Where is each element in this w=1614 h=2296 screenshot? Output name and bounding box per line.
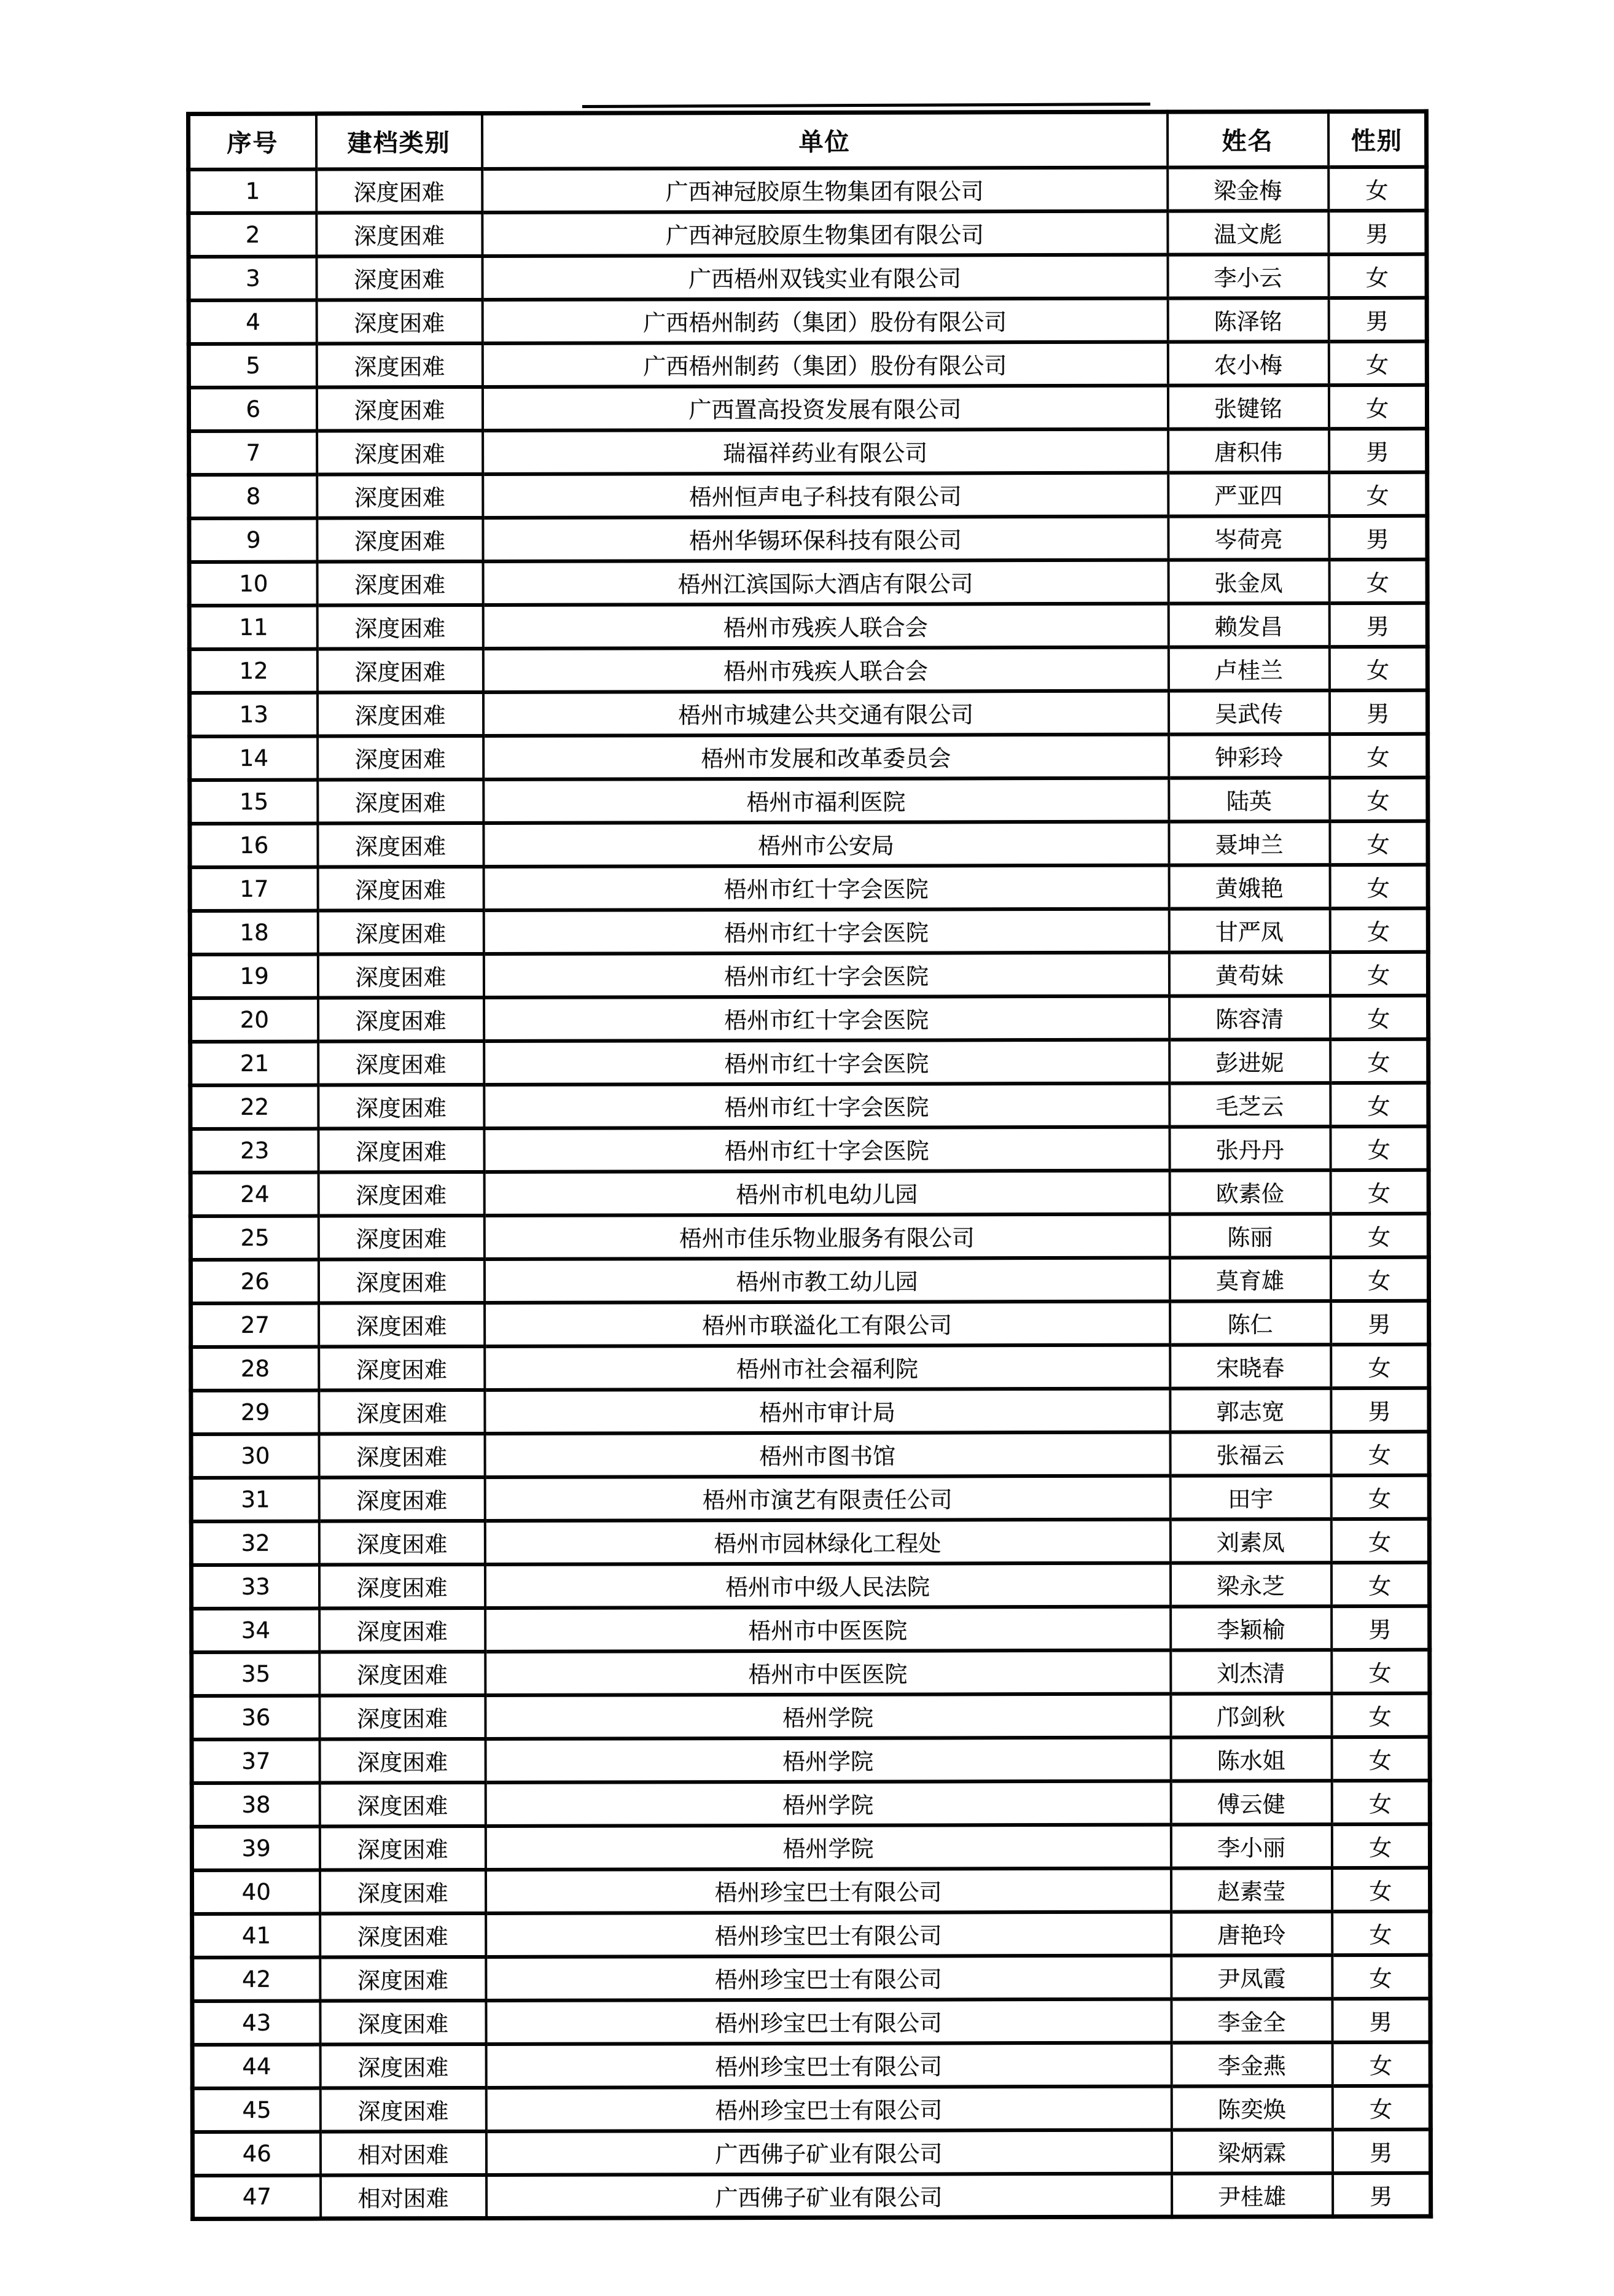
unit-cell: 梧州市红十字会医院 xyxy=(484,1039,1169,1084)
table-row xyxy=(189,646,1427,692)
category-cell: 相对困难 xyxy=(320,2131,486,2175)
name-cell: 田宇 xyxy=(1170,1475,1331,1520)
unit-cell: 梧州市图书馆 xyxy=(485,1432,1170,1477)
name-cell: 农小梅 xyxy=(1168,342,1328,386)
unit-cell: 梧州市红十字会医院 xyxy=(484,1127,1169,1171)
category-cell: 深度困难 xyxy=(319,1389,485,1434)
row-number-cell: 33 xyxy=(191,1564,319,1608)
name-cell: 郭志宽 xyxy=(1170,1388,1331,1432)
gender-cell: 男 xyxy=(1331,1300,1429,1344)
name-cell: 刘杰清 xyxy=(1171,1650,1331,1694)
category-cell: 深度困难 xyxy=(318,735,483,779)
category-cell: 深度困难 xyxy=(317,430,483,474)
table-row xyxy=(190,1039,1429,1085)
name-cell: 宋晓春 xyxy=(1170,1345,1331,1389)
gender-cell: 男 xyxy=(1329,690,1427,733)
category-cell: 深度困难 xyxy=(316,168,482,213)
name-cell: 严亚四 xyxy=(1168,472,1329,517)
category-cell: 深度困难 xyxy=(318,910,483,954)
row-number-cell: 19 xyxy=(190,954,318,998)
name-cell: 张键铭 xyxy=(1168,385,1328,429)
category-cell: 深度困难 xyxy=(316,212,482,256)
unit-cell: 梧州市红十字会医院 xyxy=(483,952,1169,997)
row-number-cell: 14 xyxy=(190,736,318,779)
table-row xyxy=(191,1475,1429,1521)
name-cell: 傅云健 xyxy=(1171,1781,1331,1825)
category-cell: 深度困难 xyxy=(320,2087,486,2131)
table-row xyxy=(189,603,1427,649)
unit-cell: 梧州市红十字会医院 xyxy=(484,1083,1169,1128)
row-number-cell: 22 xyxy=(190,1085,318,1128)
unit-cell: 梧州市教工幼儿园 xyxy=(484,1257,1169,1302)
category-cell: 深度困难 xyxy=(319,1520,485,1564)
unit-cell: 广西神冠胶原生物集团有限公司 xyxy=(482,167,1168,212)
row-number-cell: 30 xyxy=(191,1434,319,1477)
name-cell: 赖发昌 xyxy=(1168,603,1329,647)
unit-cell: 广西梧州制药（集团）股份有限公司 xyxy=(482,342,1168,386)
name-cell: 黄娥艳 xyxy=(1169,865,1330,909)
gender-cell: 女 xyxy=(1331,1475,1429,1518)
table-body xyxy=(189,166,1431,2219)
name-cell: 李小丽 xyxy=(1171,1824,1331,1868)
gender-cell: 男 xyxy=(1331,1606,1430,1649)
category-cell: 深度困难 xyxy=(317,517,483,561)
table-row xyxy=(190,1126,1429,1172)
category-cell: 深度困难 xyxy=(318,1215,484,1259)
table-row xyxy=(190,1213,1429,1259)
table-row xyxy=(190,777,1428,823)
name-cell: 陈泽铭 xyxy=(1168,298,1328,342)
row-number-cell: 23 xyxy=(190,1128,318,1172)
row-number-cell: 12 xyxy=(189,649,317,692)
row-number-cell: 17 xyxy=(190,867,318,910)
row-number-cell: 31 xyxy=(191,1477,319,1521)
table-row xyxy=(189,210,1427,256)
table-row xyxy=(190,1257,1429,1303)
category-cell: 深度困难 xyxy=(318,1171,484,1216)
row-number-cell: 13 xyxy=(189,692,317,736)
gender-cell: 男 xyxy=(1329,515,1427,559)
category-cell: 深度困难 xyxy=(320,1913,486,1957)
table-row xyxy=(192,2042,1430,2088)
column-header-name: 姓名 xyxy=(1168,112,1328,168)
row-number-cell: 5 xyxy=(189,343,316,387)
category-cell: 深度困难 xyxy=(319,1477,485,1521)
name-cell: 张丹丹 xyxy=(1169,1127,1330,1171)
row-number-cell: 6 xyxy=(189,387,316,431)
table-row xyxy=(191,1388,1429,1434)
unit-cell: 广西佛子矿业有限公司 xyxy=(486,2130,1171,2174)
gender-cell: 女 xyxy=(1329,472,1427,515)
gender-cell: 女 xyxy=(1328,341,1427,385)
category-cell: 深度困难 xyxy=(319,1433,485,1477)
name-cell: 尹凤霞 xyxy=(1171,1955,1332,1999)
category-cell: 深度困难 xyxy=(316,343,482,387)
gender-cell: 女 xyxy=(1332,2042,1430,2085)
unit-cell: 梧州市发展和改革委员会 xyxy=(483,734,1169,779)
gender-cell: 女 xyxy=(1330,1213,1429,1257)
table-row xyxy=(189,472,1427,518)
category-cell: 深度困难 xyxy=(317,474,483,518)
table-row xyxy=(190,951,1428,998)
gender-cell: 女 xyxy=(1330,864,1428,908)
row-number-cell: 1 xyxy=(189,169,316,213)
unit-cell: 瑞福祥药业有限公司 xyxy=(483,429,1168,474)
table-row xyxy=(190,995,1429,1041)
row-number-cell: 36 xyxy=(192,1695,319,1739)
gender-cell: 女 xyxy=(1330,733,1428,777)
row-number-cell: 39 xyxy=(192,1826,319,1870)
name-cell: 唐积伟 xyxy=(1168,429,1329,473)
table-row xyxy=(189,428,1427,474)
row-number-cell: 32 xyxy=(191,1521,319,1564)
category-cell: 深度困难 xyxy=(320,2044,486,2088)
table-row xyxy=(192,1911,1430,1957)
table-row xyxy=(190,1169,1429,1216)
gender-cell: 女 xyxy=(1328,254,1427,297)
row-number-cell: 26 xyxy=(190,1259,318,1303)
category-cell: 深度困难 xyxy=(319,1607,485,1652)
category-cell: 深度困难 xyxy=(320,1956,486,2001)
row-number-cell: 8 xyxy=(189,474,317,518)
category-cell: 深度困难 xyxy=(318,779,483,823)
row-number-cell: 38 xyxy=(192,1783,319,1826)
row-number-cell: 2 xyxy=(189,213,316,256)
unit-cell: 梧州江滨国际大酒店有限公司 xyxy=(483,560,1168,604)
table-row xyxy=(192,1649,1430,1695)
table-row xyxy=(189,385,1427,431)
row-number-cell: 3 xyxy=(189,256,316,300)
gender-cell: 女 xyxy=(1331,1780,1430,1824)
unit-cell: 梧州市城建公共交通有限公司 xyxy=(483,690,1168,735)
table-row xyxy=(192,1606,1430,1652)
unit-cell: 梧州恒声电子科技有限公司 xyxy=(483,472,1168,517)
name-cell: 温文彪 xyxy=(1168,211,1328,255)
name-cell: 刘素凤 xyxy=(1170,1519,1331,1563)
table-row xyxy=(193,2173,1431,2219)
table-row xyxy=(189,515,1427,561)
unit-cell: 梧州市佳乐物业服务有限公司 xyxy=(484,1214,1169,1259)
table-row xyxy=(189,341,1427,387)
name-cell: 莫育雄 xyxy=(1169,1257,1330,1302)
row-number-cell: 46 xyxy=(192,2131,320,2175)
unit-cell: 梧州珍宝巴士有限公司 xyxy=(486,2086,1171,2131)
unit-cell: 梧州珍宝巴士有限公司 xyxy=(486,1955,1171,2000)
gender-cell: 女 xyxy=(1331,1518,1429,1562)
unit-cell: 梧州市中医医院 xyxy=(485,1606,1171,1651)
table-row xyxy=(190,733,1428,779)
name-cell: 梁永芝 xyxy=(1170,1563,1331,1607)
gender-cell: 女 xyxy=(1330,995,1429,1039)
table-row xyxy=(189,690,1427,736)
gender-cell: 男 xyxy=(1329,428,1427,472)
category-cell: 深度困难 xyxy=(318,1259,484,1303)
gender-cell: 女 xyxy=(1330,1082,1429,1126)
column-header-category: 建档类别 xyxy=(316,113,482,169)
name-cell: 黄苟妹 xyxy=(1169,952,1330,996)
table-row xyxy=(190,908,1428,954)
name-cell: 欧素俭 xyxy=(1169,1170,1330,1214)
table-row xyxy=(192,1693,1430,1739)
gender-cell: 女 xyxy=(1331,1649,1430,1693)
name-cell: 赵素莹 xyxy=(1171,1868,1331,1912)
unit-cell: 梧州华锡环保科技有限公司 xyxy=(483,516,1168,561)
gender-cell: 女 xyxy=(1330,1169,1429,1213)
row-number-cell: 9 xyxy=(189,518,317,561)
row-number-cell: 35 xyxy=(192,1652,319,1695)
category-cell: 深度困难 xyxy=(319,1651,485,1695)
gender-cell: 女 xyxy=(1331,1344,1429,1388)
unit-cell: 广西置高投资发展有限公司 xyxy=(482,385,1168,430)
name-cell: 张福云 xyxy=(1170,1432,1331,1476)
table-row xyxy=(189,254,1427,300)
name-cell: 毛芝云 xyxy=(1169,1083,1330,1127)
gender-cell: 女 xyxy=(1330,1257,1429,1300)
unit-cell: 梧州市红十字会医院 xyxy=(483,865,1169,910)
table-row xyxy=(189,297,1427,343)
name-cell: 唐艳玲 xyxy=(1171,1911,1332,1956)
unit-cell: 梧州市演艺有限责任公司 xyxy=(485,1475,1170,1520)
table-row xyxy=(192,1867,1430,1913)
gender-cell: 女 xyxy=(1330,1039,1429,1082)
category-cell: 深度困难 xyxy=(318,866,483,910)
category-cell: 深度困难 xyxy=(319,1695,485,1739)
category-cell: 深度困难 xyxy=(318,822,483,867)
row-number-cell: 37 xyxy=(192,1739,319,1783)
unit-cell: 梧州学院 xyxy=(485,1824,1171,1869)
category-cell: 相对困难 xyxy=(321,2174,486,2219)
unit-cell: 梧州学院 xyxy=(485,1693,1171,1738)
row-number-cell: 11 xyxy=(189,605,317,649)
name-cell: 甘严凤 xyxy=(1169,908,1330,953)
gender-cell: 女 xyxy=(1332,1954,1430,1998)
category-cell: 深度困难 xyxy=(318,953,483,998)
table-row xyxy=(192,2085,1430,2131)
row-number-cell: 45 xyxy=(192,2088,320,2131)
gender-cell: 女 xyxy=(1331,1736,1430,1780)
name-cell: 陈容清 xyxy=(1169,996,1330,1040)
roster-table xyxy=(186,109,1433,2221)
table-row xyxy=(192,1824,1430,1870)
category-cell: 深度困难 xyxy=(318,1128,484,1172)
category-cell: 深度困难 xyxy=(319,1738,485,1783)
gender-cell: 男 xyxy=(1332,1998,1430,2042)
unit-cell: 广西佛子矿业有限公司 xyxy=(486,2173,1172,2218)
unit-cell: 广西梧州双钱实业有限公司 xyxy=(482,254,1168,299)
category-cell: 深度困难 xyxy=(320,2000,486,2044)
name-cell: 陆英 xyxy=(1169,778,1330,822)
column-header-no: 序号 xyxy=(189,114,316,169)
table-row xyxy=(191,1431,1429,1477)
gender-cell: 女 xyxy=(1331,1693,1430,1736)
row-number-cell: 41 xyxy=(192,1913,320,1957)
table-row xyxy=(189,559,1427,605)
name-cell: 彭进妮 xyxy=(1169,1039,1330,1084)
table-row xyxy=(191,1344,1429,1390)
table-row xyxy=(192,1954,1430,2001)
name-cell: 岑荷亮 xyxy=(1168,516,1329,560)
row-number-cell: 7 xyxy=(189,431,317,474)
row-number-cell: 18 xyxy=(190,910,318,954)
gender-cell: 男 xyxy=(1328,210,1427,254)
gender-cell: 女 xyxy=(1329,559,1427,603)
unit-cell: 梧州市红十字会医院 xyxy=(483,908,1169,953)
gender-cell: 女 xyxy=(1331,1431,1429,1475)
table-row xyxy=(191,1518,1429,1564)
unit-cell: 梧州市机电幼儿园 xyxy=(484,1170,1169,1215)
name-cell: 李金全 xyxy=(1171,1999,1332,2043)
category-cell: 深度困难 xyxy=(319,1825,485,1870)
gender-cell: 女 xyxy=(1330,821,1428,864)
category-cell: 深度困难 xyxy=(319,1346,485,1390)
row-number-cell: 44 xyxy=(192,2044,320,2088)
gender-cell: 女 xyxy=(1330,951,1428,995)
unit-cell: 梧州珍宝巴士有限公司 xyxy=(486,1911,1171,1956)
gender-cell: 男 xyxy=(1329,603,1427,646)
name-cell: 钟彩玲 xyxy=(1169,734,1330,778)
gender-cell: 男 xyxy=(1333,2173,1431,2216)
table-row xyxy=(190,864,1428,910)
row-number-cell: 15 xyxy=(190,779,318,823)
category-cell: 深度困难 xyxy=(317,692,483,736)
category-cell: 深度困难 xyxy=(317,604,483,649)
row-number-cell: 4 xyxy=(189,300,316,343)
table-row xyxy=(192,1998,1430,2044)
gender-cell: 女 xyxy=(1330,777,1428,821)
row-number-cell: 16 xyxy=(190,823,318,867)
row-number-cell: 42 xyxy=(192,1957,320,2001)
column-header-gender: 性别 xyxy=(1328,111,1427,166)
table-row xyxy=(190,1082,1429,1128)
gender-cell: 女 xyxy=(1330,1126,1429,1169)
category-cell: 深度困难 xyxy=(318,1041,484,1085)
gender-cell: 女 xyxy=(1331,1562,1429,1606)
category-cell: 深度困难 xyxy=(316,299,482,343)
name-cell: 李颖榆 xyxy=(1171,1606,1331,1650)
gender-cell: 女 xyxy=(1328,385,1427,428)
name-cell: 李小云 xyxy=(1168,254,1328,299)
unit-cell: 梧州市园林绿化工程处 xyxy=(485,1519,1170,1564)
unit-cell: 梧州市残疾人联合会 xyxy=(483,647,1168,692)
gender-cell: 女 xyxy=(1331,1824,1430,1867)
name-cell: 梁金梅 xyxy=(1168,167,1328,211)
gender-cell: 女 xyxy=(1330,908,1428,951)
unit-cell: 梧州市红十字会医院 xyxy=(484,996,1169,1041)
category-cell: 深度困难 xyxy=(317,561,483,605)
name-cell: 陈奕焕 xyxy=(1171,2086,1332,2130)
name-cell: 陈丽 xyxy=(1169,1214,1330,1258)
header-row xyxy=(189,111,1427,169)
row-number-cell: 47 xyxy=(193,2175,321,2219)
row-number-cell: 24 xyxy=(190,1172,318,1216)
column-header-unit: 单位 xyxy=(482,112,1168,168)
row-number-cell: 34 xyxy=(192,1608,319,1652)
gender-cell: 男 xyxy=(1331,1388,1429,1431)
table-row xyxy=(191,1562,1429,1608)
unit-cell: 梧州市中医医院 xyxy=(485,1650,1171,1695)
table-row xyxy=(192,2129,1430,2175)
name-cell: 卢桂兰 xyxy=(1168,647,1329,691)
unit-cell: 广西神冠胶原生物集团有限公司 xyxy=(482,211,1168,256)
category-cell: 深度困难 xyxy=(316,256,482,300)
unit-cell: 梧州珍宝巴士有限公司 xyxy=(486,1999,1171,2044)
name-cell: 陈仁 xyxy=(1170,1301,1331,1345)
row-number-cell: 10 xyxy=(189,561,317,605)
row-number-cell: 29 xyxy=(191,1390,319,1434)
unit-cell: 梧州学院 xyxy=(485,1781,1171,1825)
row-number-cell: 43 xyxy=(192,2001,320,2044)
name-cell: 聂坤兰 xyxy=(1169,821,1330,865)
name-cell: 张金凤 xyxy=(1168,560,1329,604)
row-number-cell: 21 xyxy=(190,1041,318,1085)
row-number-cell: 28 xyxy=(191,1346,319,1390)
gender-cell: 女 xyxy=(1329,646,1427,690)
category-cell: 深度困难 xyxy=(316,386,482,431)
unit-cell: 梧州市中级人民法院 xyxy=(485,1563,1170,1607)
unit-cell: 广西梧州制药（集团）股份有限公司 xyxy=(482,298,1168,343)
name-cell: 邝剑秋 xyxy=(1171,1693,1331,1738)
category-cell: 深度困难 xyxy=(318,1084,484,1128)
table-row xyxy=(192,1780,1430,1826)
name-cell: 陈水姐 xyxy=(1171,1737,1331,1781)
gender-cell: 男 xyxy=(1328,297,1427,341)
row-number-cell: 40 xyxy=(192,1870,319,1913)
unit-cell: 梧州学院 xyxy=(485,1737,1171,1782)
category-cell: 深度困难 xyxy=(319,1782,485,1826)
row-number-cell: 20 xyxy=(190,998,318,1041)
category-cell: 深度困难 xyxy=(319,1302,485,1346)
category-cell: 深度困难 xyxy=(318,997,484,1041)
gender-cell: 女 xyxy=(1332,1911,1430,1954)
row-number-cell: 27 xyxy=(191,1303,319,1346)
row-number-cell: 25 xyxy=(190,1216,318,1259)
unit-cell: 梧州珍宝巴士有限公司 xyxy=(486,2042,1171,2087)
unit-cell: 梧州市残疾人联合会 xyxy=(483,603,1168,648)
name-cell: 李金燕 xyxy=(1171,2042,1332,2087)
unit-cell: 梧州市社会福利院 xyxy=(485,1345,1170,1389)
unit-cell: 梧州市福利医院 xyxy=(483,778,1169,822)
table-row xyxy=(191,1300,1429,1346)
table-header xyxy=(189,111,1427,169)
gender-cell: 女 xyxy=(1328,166,1427,210)
name-cell: 吴武传 xyxy=(1168,690,1329,735)
gender-cell: 女 xyxy=(1331,1867,1430,1911)
name-cell: 尹桂雄 xyxy=(1172,2173,1333,2217)
unit-cell: 梧州市审计局 xyxy=(485,1388,1170,1433)
name-cell: 梁炳霖 xyxy=(1171,2130,1332,2174)
table-row xyxy=(190,821,1428,867)
category-cell: 深度困难 xyxy=(319,1564,485,1608)
unit-cell: 梧州珍宝巴士有限公司 xyxy=(485,1868,1171,1913)
gender-cell: 女 xyxy=(1332,2085,1430,2129)
category-cell: 深度困难 xyxy=(319,1869,485,1913)
table-row xyxy=(189,166,1427,213)
table-row xyxy=(192,1736,1430,1783)
category-cell: 深度困难 xyxy=(317,648,483,692)
unit-cell: 梧州市公安局 xyxy=(483,821,1169,866)
unit-cell: 梧州市联溢化工有限公司 xyxy=(485,1301,1170,1346)
gender-cell: 男 xyxy=(1332,2129,1430,2173)
scan-artifact-line xyxy=(582,103,1150,108)
